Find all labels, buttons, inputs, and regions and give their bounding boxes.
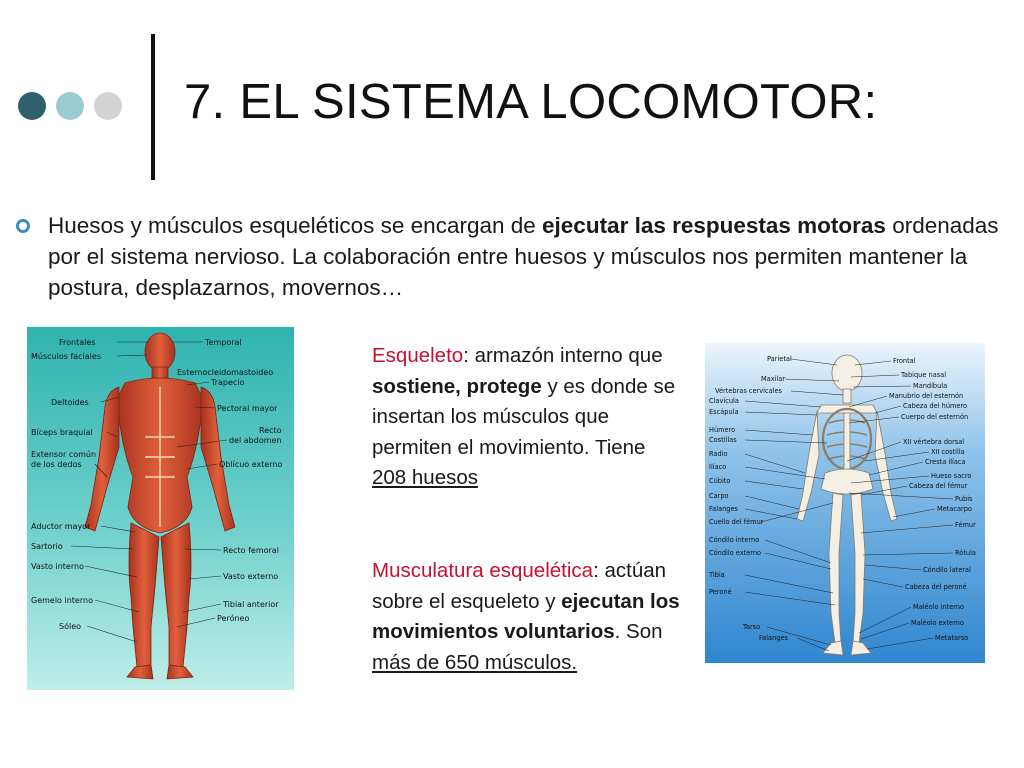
skeleton-label-right: Metatarso: [935, 634, 969, 642]
muscle-label-left: Sartorio: [31, 542, 63, 551]
skeleton-label-left: Cóndilo externo: [709, 549, 762, 557]
skeleton-label-left: Parietal: [767, 355, 792, 363]
skeleton-label-right: Hueso sacro: [931, 472, 972, 480]
muscle-label-right: Recto femoral: [223, 546, 279, 555]
skeleton-label-left: Peroné: [709, 588, 732, 596]
esqueleto-text1: : armazón interno que: [463, 344, 663, 367]
muscle-label-right: Recto: [259, 426, 282, 435]
skeleton-label-right: Fémur: [955, 521, 976, 529]
skeleton-label-right: Cabeza del húmero: [903, 402, 968, 410]
dot-teal: [56, 92, 84, 120]
skeleton-label-left: Cúbito: [709, 477, 731, 485]
muscle-label-left: Extensor común: [31, 450, 97, 459]
skeleton-label-left: Maxilar: [761, 375, 786, 383]
muscle-label-left: Músculos faciales: [31, 352, 101, 361]
muscle-label-left: Deltoides: [51, 398, 89, 407]
muscle-label-right: Vasto externo: [223, 572, 279, 581]
bullet-text-part2: ordenadas por el sistema nervioso. La colaboración entre huesos y músculos nos permiten mantener la postura, desplazarnos, movernos…: [48, 213, 999, 300]
skeleton-label-left: Vértebras cervicales: [715, 387, 782, 395]
skeleton-label-left: Cóndilo interno: [709, 536, 760, 544]
slide-title: 7. EL SISTEMA LOCOMOTOR:: [184, 75, 878, 129]
muscle-label-right: del abdomen: [229, 436, 282, 445]
title-divider: [151, 34, 155, 180]
esqueleto-count: 208 huesos: [372, 466, 479, 489]
muscle-label-right: Tibial anterior: [223, 600, 279, 609]
dot-dark: [18, 92, 46, 120]
esqueleto-term: Esqueleto: [372, 344, 464, 367]
esqueleto-paragraph: [372, 341, 682, 494]
bullet-text: [48, 210, 1006, 303]
bullet-text-bold: ejecutar las respuestas motoras: [542, 213, 886, 238]
skeleton-label-left: Falanges: [709, 505, 738, 513]
musculatura-term: Musculatura esquelética: [372, 559, 594, 582]
musculatura-text2: . Son: [614, 620, 663, 643]
skeleton-label-left: Ilíaco: [709, 463, 727, 471]
skeleton-label-right: Pubis: [955, 495, 973, 503]
muscle-label-right: Trapecio: [211, 378, 245, 387]
muscle-label-right: Pectoral mayor: [217, 404, 278, 413]
skeleton-label-right: Maléolo externo: [911, 619, 964, 627]
skeleton-label-left: Tarso: [743, 623, 761, 631]
dot-grey: [94, 92, 122, 120]
skeleton-label-left: Carpo: [709, 492, 729, 500]
musculatura-bold: ejecutan los movimientos voluntarios: [372, 589, 680, 643]
skeleton-label-left: Falanges: [759, 634, 788, 642]
skeleton-label-right: XII costilla: [931, 448, 965, 456]
decorative-dots: [18, 92, 122, 120]
skeleton-label-right: XII vértebra dorsal: [903, 438, 965, 446]
skeleton-label-right: Manubrio del esternón: [889, 392, 964, 400]
skeleton-label-left: Radio: [709, 450, 728, 458]
skeleton-label-right: Tabique nasal: [901, 371, 947, 379]
muscle-label-right: Temporal: [205, 338, 242, 347]
skeleton-image: [705, 343, 985, 663]
muscle-label-left: Frontales: [59, 338, 96, 347]
musculatura-text1: : actúan sobre el esqueleto y: [372, 559, 667, 613]
skeleton-label-left: Tibia: [709, 571, 725, 579]
skeleton-label-right: Cresta ilíaca: [925, 458, 966, 466]
skeleton-label-right: Cabeza del fémur: [909, 482, 968, 490]
skeleton-label-right: Metacarpo: [937, 505, 972, 513]
skeleton-label-right: Maléolo interno: [913, 603, 965, 611]
muscular-system-image: [27, 327, 294, 690]
skeleton-label-left: Costillas: [709, 436, 737, 444]
skeleton-label-right: Cóndilo lateral: [923, 566, 971, 574]
bullet-text-part1: Huesos y músculos esqueléticos se encargan de: [48, 213, 543, 238]
skeleton-label-right: Cabeza del peroné: [905, 583, 967, 591]
muscle-label-right: Peróneo: [217, 614, 250, 623]
muscle-label-right: Oblícuo externo: [219, 460, 283, 469]
skeleton-label-left: Escápula: [709, 408, 739, 416]
skeleton-label-left: Cuello del fémur: [709, 518, 764, 526]
muscle-label-left: Sóleo: [59, 622, 82, 631]
skeleton-label-right: Rótula: [955, 549, 976, 557]
skeleton-label-left: Húmero: [709, 426, 736, 434]
esqueleto-text2: y es donde se insertan los músculos que permiten el movimiento. Tiene: [372, 374, 676, 459]
muscle-label-left: Bíceps braquial: [31, 428, 93, 437]
esqueleto-bold: sostiene, protege: [372, 374, 542, 398]
skeleton-label-left: Clavícula: [709, 397, 739, 405]
skeleton-label-right: Frontal: [893, 357, 916, 365]
skeleton-label-right: Cuerpo del esternón: [901, 413, 969, 421]
muscle-label-left: Gemelo interno: [31, 596, 93, 605]
muscle-label-left: Vasto interno: [31, 562, 84, 571]
skeleton-label-right: Mandíbula: [913, 382, 948, 390]
muscle-label-right: Esternocleidomastoideo: [177, 368, 274, 377]
musculatura-count: más de 650 músculos.: [372, 650, 578, 674]
bullet-item: [16, 210, 1006, 303]
bullet-circle-icon: [16, 219, 30, 233]
musculatura-paragraph: [372, 556, 682, 678]
muscle-label-left: de los dedos: [31, 460, 82, 469]
muscle-label-left: Aductor mayor: [31, 522, 91, 531]
